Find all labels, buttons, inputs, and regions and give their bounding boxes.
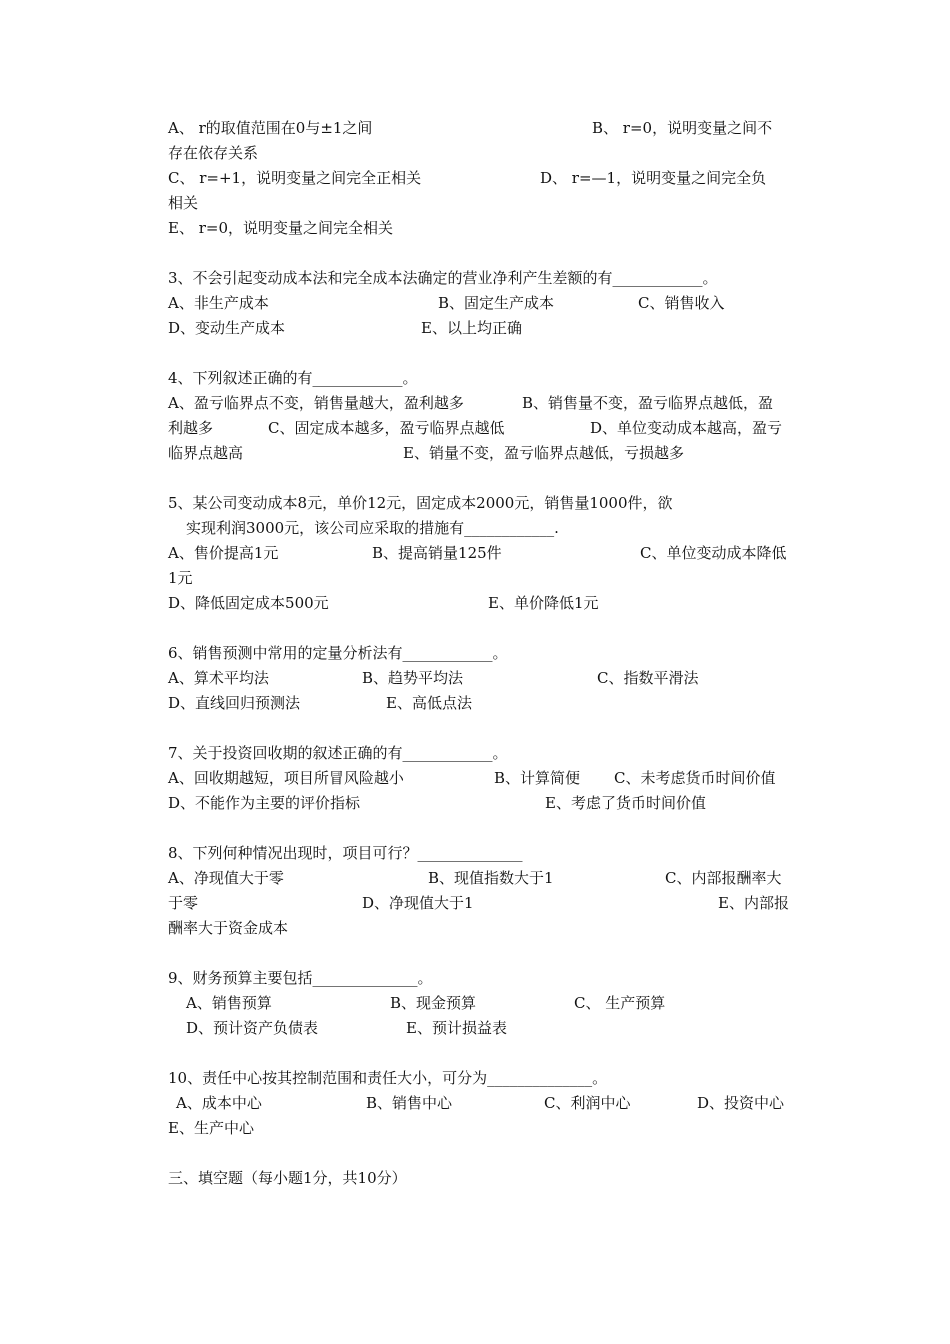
- option-line: C、利润中心: [544, 1094, 631, 1112]
- question-5: 5、某公司变动成本8元，单价12元，固定成本2000元，销售量1000件，欲: [168, 494, 673, 512]
- option-line: A、成本中心: [176, 1094, 262, 1112]
- option-line: B、固定生产成本: [438, 294, 555, 312]
- option-line: E、单价降低1元: [488, 594, 599, 612]
- option-line: A、算术平均法: [168, 669, 269, 687]
- option-line: C、内部报酬率大: [665, 869, 782, 887]
- option-line: E、销量不变，盈亏临界点越低，亏损越多: [403, 444, 684, 462]
- option-line: B、现金预算: [390, 994, 477, 1012]
- option-line: E、预计损益表: [406, 1019, 507, 1037]
- option-line: A、 r的取值范围在0与±1之间: [168, 119, 373, 137]
- option-line: C、 r=+1，说明变量之间完全正相关: [168, 169, 422, 187]
- option-line: E、内部报: [718, 894, 789, 912]
- option-line: 于零: [168, 894, 199, 912]
- option-line: B、趋势平均法: [362, 669, 464, 687]
- option-line: C、固定成本越多，盈亏临界点越低: [268, 419, 505, 437]
- section-heading: 三、填空题（每小题1分，共10分）: [168, 1169, 407, 1187]
- option-line: B、销售中心: [366, 1094, 453, 1112]
- option-line: E、 r=0，说明变量之间完全相关: [168, 219, 394, 237]
- option-line: A、净现值大于零: [168, 869, 284, 887]
- option-line: D、 r=—1，说明变量之间完全负: [540, 169, 767, 187]
- question-3: 3、不会引起变动成本法和完全成本法确定的营业净利产生差额的有____________。: [168, 269, 718, 287]
- option-line: D、投资中心: [697, 1094, 785, 1112]
- question-4: 4、下列叙述正确的有____________。: [168, 369, 418, 387]
- option-line: A、盈亏临界点不变，销售量越大，盈利越多: [168, 394, 464, 412]
- option-line: 酬率大于资金成本: [168, 919, 289, 937]
- option-line: E、以上均正确: [421, 319, 522, 337]
- option-line: C、未考虑货币时间价值: [614, 769, 776, 787]
- option-line: B、计算简便: [494, 769, 581, 787]
- option-line: 1元: [168, 569, 193, 587]
- option-line: 临界点越高: [168, 444, 244, 462]
- option-line: D、净现值大于1: [362, 894, 474, 912]
- option-line: D、不能作为主要的评价指标: [168, 794, 361, 812]
- option-line: B、现值指数大于1: [428, 869, 554, 887]
- question-8: 8、下列何种情况出现时，项目可行？______________: [168, 844, 523, 862]
- option-line: C、销售收入: [638, 294, 725, 312]
- option-line: E、高低点法: [386, 694, 472, 712]
- option-line: A、售价提高1元: [168, 544, 279, 562]
- option-line: A、销售预算: [186, 994, 272, 1012]
- option-line: A、非生产成本: [168, 294, 269, 312]
- option-line: A、回收期越短，项目所冒风险越小: [168, 769, 404, 787]
- question-7: 7、关于投资回收期的叙述正确的有____________。: [168, 744, 508, 762]
- option-line: 利越多: [168, 419, 214, 437]
- question-9: 9、财务预算主要包括______________。: [168, 969, 433, 987]
- option-line: B、销售量不变，盈亏临界点越低，盈: [522, 394, 774, 412]
- option-line: D、降低固定成本500元: [168, 594, 329, 612]
- option-line: C、 生产预算: [574, 994, 666, 1012]
- option-line: D、变动生产成本: [168, 319, 286, 337]
- question-10: 10、责任中心按其控制范围和责任大小，可分为______________。: [168, 1069, 608, 1087]
- question-6: 6、销售预测中常用的定量分析法有____________。: [168, 644, 508, 662]
- option-line: E、生产中心: [168, 1119, 254, 1137]
- option-line: 存在依存关系: [168, 144, 259, 162]
- option-line: B、提高销量125件: [372, 544, 502, 562]
- option-line: 相关: [168, 194, 199, 212]
- option-line: E、考虑了货币时间价值: [545, 794, 706, 812]
- option-line: C、指数平滑法: [597, 669, 699, 687]
- option-line: D、预计资产负债表: [186, 1019, 319, 1037]
- option-line: D、单位变动成本越高，盈亏: [590, 419, 783, 437]
- option-line: B、 r=0，说明变量之间不: [592, 119, 773, 137]
- question-5-continuation: 实现利润3000元，该公司应采取的措施有____________.: [186, 519, 559, 537]
- option-line: D、直线回归预测法: [168, 694, 301, 712]
- option-line: C、单位变动成本降低: [640, 544, 787, 562]
